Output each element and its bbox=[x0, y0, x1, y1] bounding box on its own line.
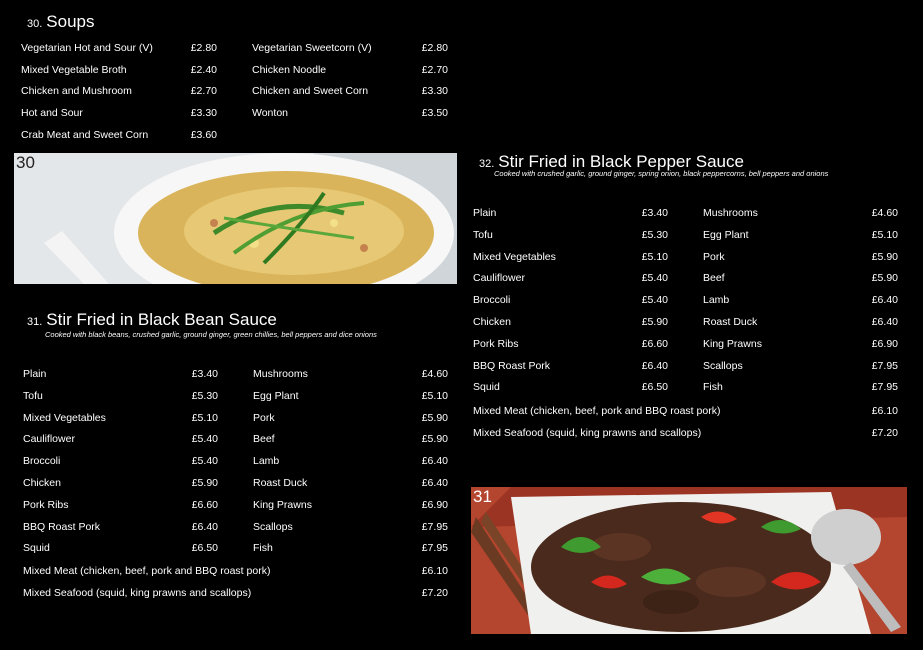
item-price: £7.20 bbox=[871, 426, 898, 439]
item-price: £6.40 bbox=[191, 520, 218, 533]
item-price: £2.70 bbox=[421, 63, 448, 76]
item-name: Broccoli bbox=[23, 455, 61, 468]
item-price: £7.95 bbox=[871, 381, 898, 394]
item-name: Plain bbox=[23, 368, 47, 380]
item-price: £6.90 bbox=[421, 498, 448, 511]
item-name: Pork Ribs bbox=[23, 498, 69, 511]
item-price: £3.40 bbox=[641, 207, 668, 219]
item-name: Broccoli bbox=[473, 294, 511, 307]
item-name: Egg Plant bbox=[703, 228, 749, 241]
item-name: Chicken Noodle bbox=[252, 63, 327, 76]
item-price: £2.80 bbox=[190, 42, 217, 54]
item-price: £5.90 bbox=[191, 477, 218, 489]
item-name: Pork bbox=[253, 411, 275, 424]
item-name: Chicken bbox=[473, 316, 511, 328]
item-name: Lamb bbox=[703, 294, 730, 307]
item-name: Chicken and Mushroom bbox=[21, 85, 132, 98]
item-price: £5.10 bbox=[421, 389, 448, 402]
item-name: Hot and Sour bbox=[21, 107, 83, 120]
item-name: Scallops bbox=[703, 359, 743, 372]
item-name: Beef bbox=[703, 272, 725, 285]
item-price: £5.40 bbox=[191, 455, 218, 468]
item-price: £3.40 bbox=[191, 368, 218, 380]
item-name: Squid bbox=[473, 381, 500, 394]
item-name: Mushrooms bbox=[703, 207, 758, 219]
item-name: Fish bbox=[703, 381, 723, 394]
item-name: Cauliflower bbox=[473, 272, 525, 285]
item-name: Mixed Meat (chicken, beef, pork and BBQ roast pork) bbox=[23, 565, 271, 577]
item-price: £7.95 bbox=[421, 520, 448, 533]
soup-bowl-illustration bbox=[14, 153, 457, 284]
item-price: £5.90 bbox=[421, 433, 448, 446]
item-name: Mixed Meat (chicken, beef, pork and BBQ roast pork) bbox=[473, 405, 721, 417]
item-price: £7.20 bbox=[421, 586, 448, 599]
item-name: Egg Plant bbox=[253, 389, 299, 402]
item-name: Mixed Seafood (squid, king prawns and scallops) bbox=[473, 426, 702, 439]
stirfry-photo bbox=[471, 487, 907, 634]
item-price: £5.30 bbox=[641, 228, 668, 241]
black-pepper-subtitle: Cooked with crushed garlic, ground ginger, spring onion, black peppercorns, bell peppers and onions bbox=[494, 169, 829, 178]
item-name: Vegetarian Sweetcorn (V) bbox=[252, 42, 372, 54]
item-name: Vegetarian Hot and Sour (V) bbox=[21, 42, 153, 54]
item-price: £7.95 bbox=[871, 359, 898, 372]
item-name: Mixed Seafood (squid, king prawns and scallops) bbox=[23, 586, 252, 599]
item-name: King Prawns bbox=[703, 337, 762, 350]
item-name: Beef bbox=[253, 433, 275, 446]
item-name: Tofu bbox=[23, 389, 43, 402]
item-name: Mixed Vegetables bbox=[23, 411, 106, 424]
item-price: £6.10 bbox=[871, 405, 898, 417]
item-name: BBQ Roast Pork bbox=[473, 359, 551, 372]
item-name: King Prawns bbox=[253, 498, 312, 511]
item-price: £6.90 bbox=[871, 337, 898, 350]
item-name: Cauliflower bbox=[23, 433, 75, 446]
item-name: Mixed Vegetables bbox=[473, 250, 556, 263]
section-title: Stir Fried in Black Pepper Sauce bbox=[498, 152, 744, 171]
item-name: Scallops bbox=[253, 520, 293, 533]
item-price: £3.60 bbox=[190, 128, 217, 141]
item-name: Roast Duck bbox=[253, 477, 308, 489]
item-name: Lamb bbox=[253, 455, 280, 468]
item-name: Pork bbox=[703, 250, 725, 263]
item-price: £5.90 bbox=[871, 272, 898, 285]
item-name: Squid bbox=[23, 542, 50, 555]
item-price: £6.60 bbox=[191, 498, 218, 511]
black-bean-subtitle: Cooked with black beans, crushed garlic, ground ginger, green chillies, bell peppers and dice onions bbox=[45, 330, 377, 339]
item-price: £5.10 bbox=[191, 411, 218, 424]
item-price: £3.30 bbox=[421, 85, 448, 98]
item-name: Mixed Vegetable Broth bbox=[21, 63, 127, 76]
stirfry-dish-illustration bbox=[471, 487, 907, 634]
item-price: £6.40 bbox=[871, 294, 898, 307]
item-price: £5.40 bbox=[191, 433, 218, 446]
item-name: Roast Duck bbox=[703, 316, 758, 328]
item-price: £5.90 bbox=[641, 316, 668, 328]
item-price: £2.40 bbox=[190, 63, 217, 76]
item-name: Chicken bbox=[23, 477, 61, 489]
item-price: £5.90 bbox=[421, 411, 448, 424]
item-name: Crab Meat and Sweet Corn bbox=[21, 128, 149, 141]
item-price: £6.40 bbox=[421, 455, 448, 468]
item-price: £5.40 bbox=[641, 294, 668, 307]
item-name: Plain bbox=[473, 207, 497, 219]
item-price: £6.40 bbox=[641, 359, 668, 372]
item-price: £2.80 bbox=[421, 42, 448, 54]
section-number: 31. bbox=[27, 316, 43, 328]
item-price: £5.30 bbox=[191, 389, 218, 402]
photo-label: 30 bbox=[16, 153, 35, 172]
section-number: 30. bbox=[27, 18, 43, 30]
black-bean-heading bbox=[27, 310, 277, 330]
item-price: £5.40 bbox=[641, 272, 668, 285]
item-price: £3.30 bbox=[190, 107, 217, 120]
item-price: £2.70 bbox=[190, 85, 217, 98]
item-price: £6.40 bbox=[421, 477, 448, 489]
item-name: Mushrooms bbox=[253, 368, 308, 380]
item-price: £7.95 bbox=[421, 542, 448, 555]
item-price: £3.50 bbox=[421, 107, 448, 120]
item-name: BBQ Roast Pork bbox=[23, 520, 101, 533]
soup-photo bbox=[14, 153, 457, 284]
photo-label: 31 bbox=[473, 487, 492, 506]
item-name: Chicken and Sweet Corn bbox=[252, 85, 369, 98]
section-title: Soups bbox=[46, 12, 95, 31]
section-title: Stir Fried in Black Bean Sauce bbox=[46, 310, 277, 329]
soups-heading bbox=[27, 12, 95, 32]
item-price: £5.10 bbox=[871, 228, 898, 241]
item-price: £4.60 bbox=[421, 368, 448, 380]
item-price: £6.40 bbox=[871, 316, 898, 328]
item-price: £5.90 bbox=[871, 250, 898, 263]
item-price: £6.10 bbox=[421, 565, 448, 577]
item-price: £6.50 bbox=[641, 381, 668, 394]
item-name: Pork Ribs bbox=[473, 337, 519, 350]
item-price: £4.60 bbox=[871, 207, 898, 219]
item-name: Fish bbox=[253, 542, 273, 555]
item-price: £5.10 bbox=[641, 250, 668, 263]
item-name: Wonton bbox=[252, 107, 288, 120]
item-price: £6.60 bbox=[641, 337, 668, 350]
item-price: £6.50 bbox=[191, 542, 218, 555]
section-number: 32. bbox=[479, 158, 495, 170]
item-name: Tofu bbox=[473, 228, 493, 241]
